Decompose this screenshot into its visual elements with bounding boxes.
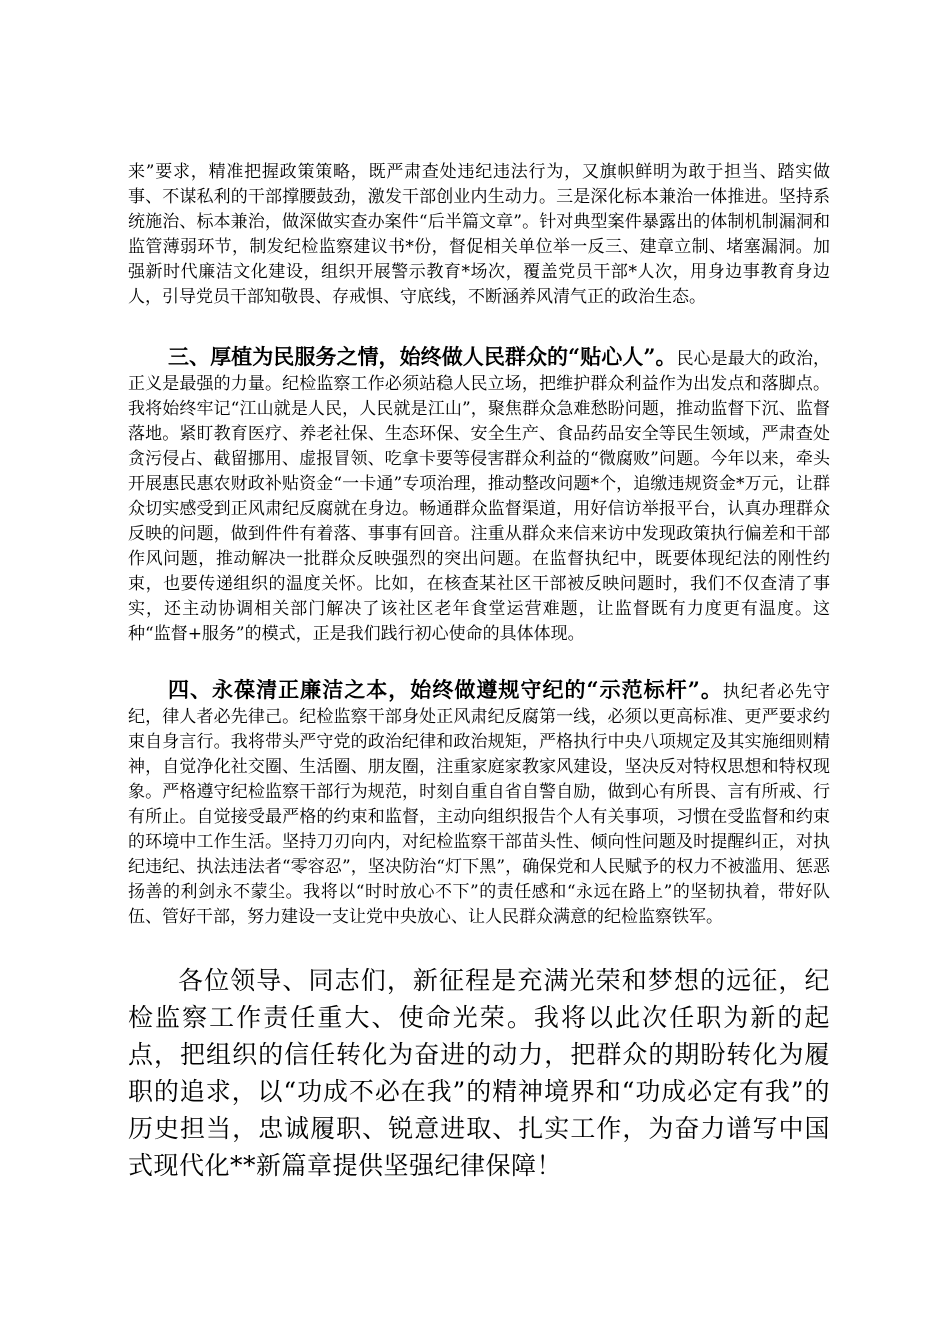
section-four-paragraph	[128, 677, 830, 930]
closing-paragraph: 各位领导、同志们，新征程是充满光荣和梦想的远征，纪检监察工作责任重大、使命光荣。我将以此次任职为新的起点，把组织的信任转化为奋进的动力，把群众的期盼转化为履职的追求，以“功成不必在我”的精神境界和“功成必定有我”的历史担当，忠诚履职、锐意进取、扎实工作，为奋力谱写中国式现代化**新篇章提供坚强纪律保障！	[128, 966, 830, 1180]
section-four-body: 执纪者必先守纪，律人者必先律己。纪检监察干部身处正风肃纪反腐第一线，必须以更高标准、更严要求约束自身言行。我将带头严守党的政治纪律和政治规矩，严格执行中央八项规定及其实施细则精神，自觉净化社交圈、生活圈、朋友圈，注重家庭家教家风建设，坚决反对特权思想和特权现象。严格遵守纪检监察干部行为规范，时刻自重自省自警自励，做到心有所畏、言有所戒、行有所止。自觉接受最严格的约束和监督，主动向组织报告个人有关事项，习惯在受监督和约束的环境中工作生活。坚持刀刃向内，对纪检监察干部苗头性、倾向性问题及时提醒纠正，对执纪违纪、执法违法者“零容忍”，坚决防治“灯下黑”，确保党和人民赋予的权力不被滥用、惩恶扬善的利剑永不蒙尘。我将以“时时放心不下”的责任感和“永远在路上”的坚韧执着，带好队伍、管好干部，努力建设一支让党中央放心、让人民群众满意的纪检监察铁军。	[128, 682, 831, 927]
section-three	[128, 344, 830, 647]
section-three-body: 民心是最大的政治，正义是最强的力量。纪检监察工作必须站稳人民立场，把维护群众利益作为出发点和落脚点。我将始终牢记“江山就是人民，人民就是江山”，聚焦群众急难愁盼问题，推动监督下沉、监督落地。紧盯教育医疗、养老社保、生态环保、安全生产、食品药品安全等民生领域，严肃查处贪污侵占、截留挪用、虚报冒领、吃拿卡要等侵害群众利益的“微腐败”问题。今年以来，牵头开展惠民惠农财政补贴资金“一卡通”专项治理，推动整改问题*个，追缴违规资金*万元，让群众切实感受到正风肃纪反腐就在身边。畅通群众监督渠道，用好信访举报平台，认真办理群众反映的问题，做到件件有着落、事事有回音。注重从群众来信来访中发现政策执行偏差和干部作风问题，推动解决一批群众反映强烈的突出问题。在监督执纪中，既要体现纪法的刚性约束，也要传递组织的温度关怀。比如，在核查某社区干部被反映问题时，我们不仅查清了事实，还主动协调相关部门解决了该社区老年食堂运营难题，让监督既有力度更有温度。这种“监督+服务”的模式，正是我们践行初心使命的具体体现。	[128, 349, 831, 644]
intro-paragraph: 来”要求，精准把握政策策略，既严肃查处违纪违法行为，又旗帜鲜明为敢于担当、踏实做事、不谋私利的干部撑腰鼓劲，激发干部创业内生动力。三是深化标本兼治一体推进。坚持系统施治、标本兼治，做深做实查办案件“后半篇文章”。针对典型案件暴露出的体制机制漏洞和监管薄弱环节，制发纪检监察建议书*份，督促相关单位举一反三、建章立制、堵塞漏洞。加强新时代廉洁文化建设，组织开展警示教育*场次，覆盖党员干部*人次，用身边事教育身边人，引导党员干部知敬畏、存戒惧、守底线，不断涵养风清气正的政治生态。	[128, 162, 830, 307]
section-four-heading: 四、永葆清正廉洁之本，始终做遵规守纪的“示范标杆”。	[168, 677, 723, 702]
document-body	[128, 160, 830, 1209]
section-three-paragraph	[128, 344, 830, 647]
section-three-heading: 三、厚植为民服务之情，始终做人民群众的“贴心人”。	[168, 344, 677, 369]
section-four	[128, 677, 830, 930]
